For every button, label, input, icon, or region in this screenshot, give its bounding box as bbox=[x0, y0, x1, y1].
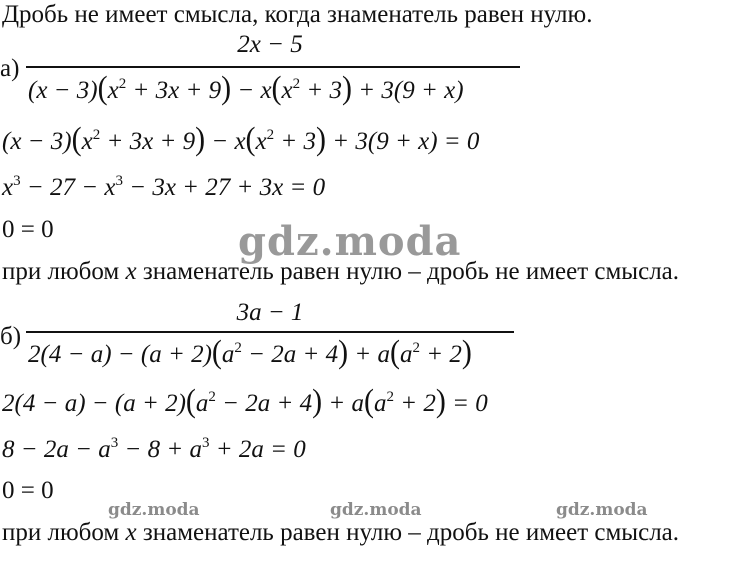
fraction-a bbox=[0, 30, 740, 107]
part-a-equation-2: $x^3 - 27 - x^3 - 3x + 27 + 3x = 0$ bbox=[2, 173, 326, 201]
part-b-conclusion: при любом x знаменатель равен нулю – дробь не имеет смысла. bbox=[2, 519, 680, 546]
watermark-small-2: gdz.moda bbox=[330, 500, 422, 520]
part-a-equation-1: $(x - 3)(x^2 + 3x + 9) - x(x^2 + 3) + 3(9 + x) = 0$ bbox=[2, 121, 480, 158]
fraction-a-bar bbox=[26, 66, 520, 68]
part-b-equation-2: $8 - 2a - a^3 - 8 + a^3 + 2a = 0$ bbox=[2, 435, 306, 463]
heading-text: Дробь не имеет смысла, когда знаменатель равен нулю. bbox=[2, 1, 593, 28]
part-b-equation-1: $2(4 - a) - (a + 2)(a^2 - 2a + 4) + a(a^2 + 2) = 0$ bbox=[2, 383, 488, 420]
fraction-a-denominator: $(x - 3)(x^2 + 3x + 9) - x(x^2 + 3) + 3(9 + x)$ bbox=[28, 70, 464, 107]
watermark-small-1: gdz.moda bbox=[108, 500, 200, 520]
watermark-main: gdz.moda bbox=[238, 218, 462, 265]
fraction-a-numerator: 2x − 5 bbox=[237, 31, 303, 58]
part-a-conclusion: при любом x знаменатель равен нулю – дробь не имеет смысла. bbox=[2, 258, 680, 285]
fraction-b-denominator: $2(4 - a) - (a + 2)(a^2 - 2a + 4) + a(a^2 + 2)$ bbox=[28, 334, 472, 371]
part-b-equation-3: 0 = 0 bbox=[2, 477, 54, 504]
part-a-label: а) bbox=[0, 55, 20, 82]
fraction-b bbox=[0, 298, 740, 371]
watermark-small-3: gdz.moda bbox=[556, 500, 648, 520]
fraction-b-numerator: 3a − 1 bbox=[236, 299, 304, 326]
part-b-label: б) bbox=[0, 323, 22, 350]
part-a-equation-3: 0 = 0 bbox=[2, 216, 54, 243]
fraction-b-bar bbox=[26, 331, 514, 333]
